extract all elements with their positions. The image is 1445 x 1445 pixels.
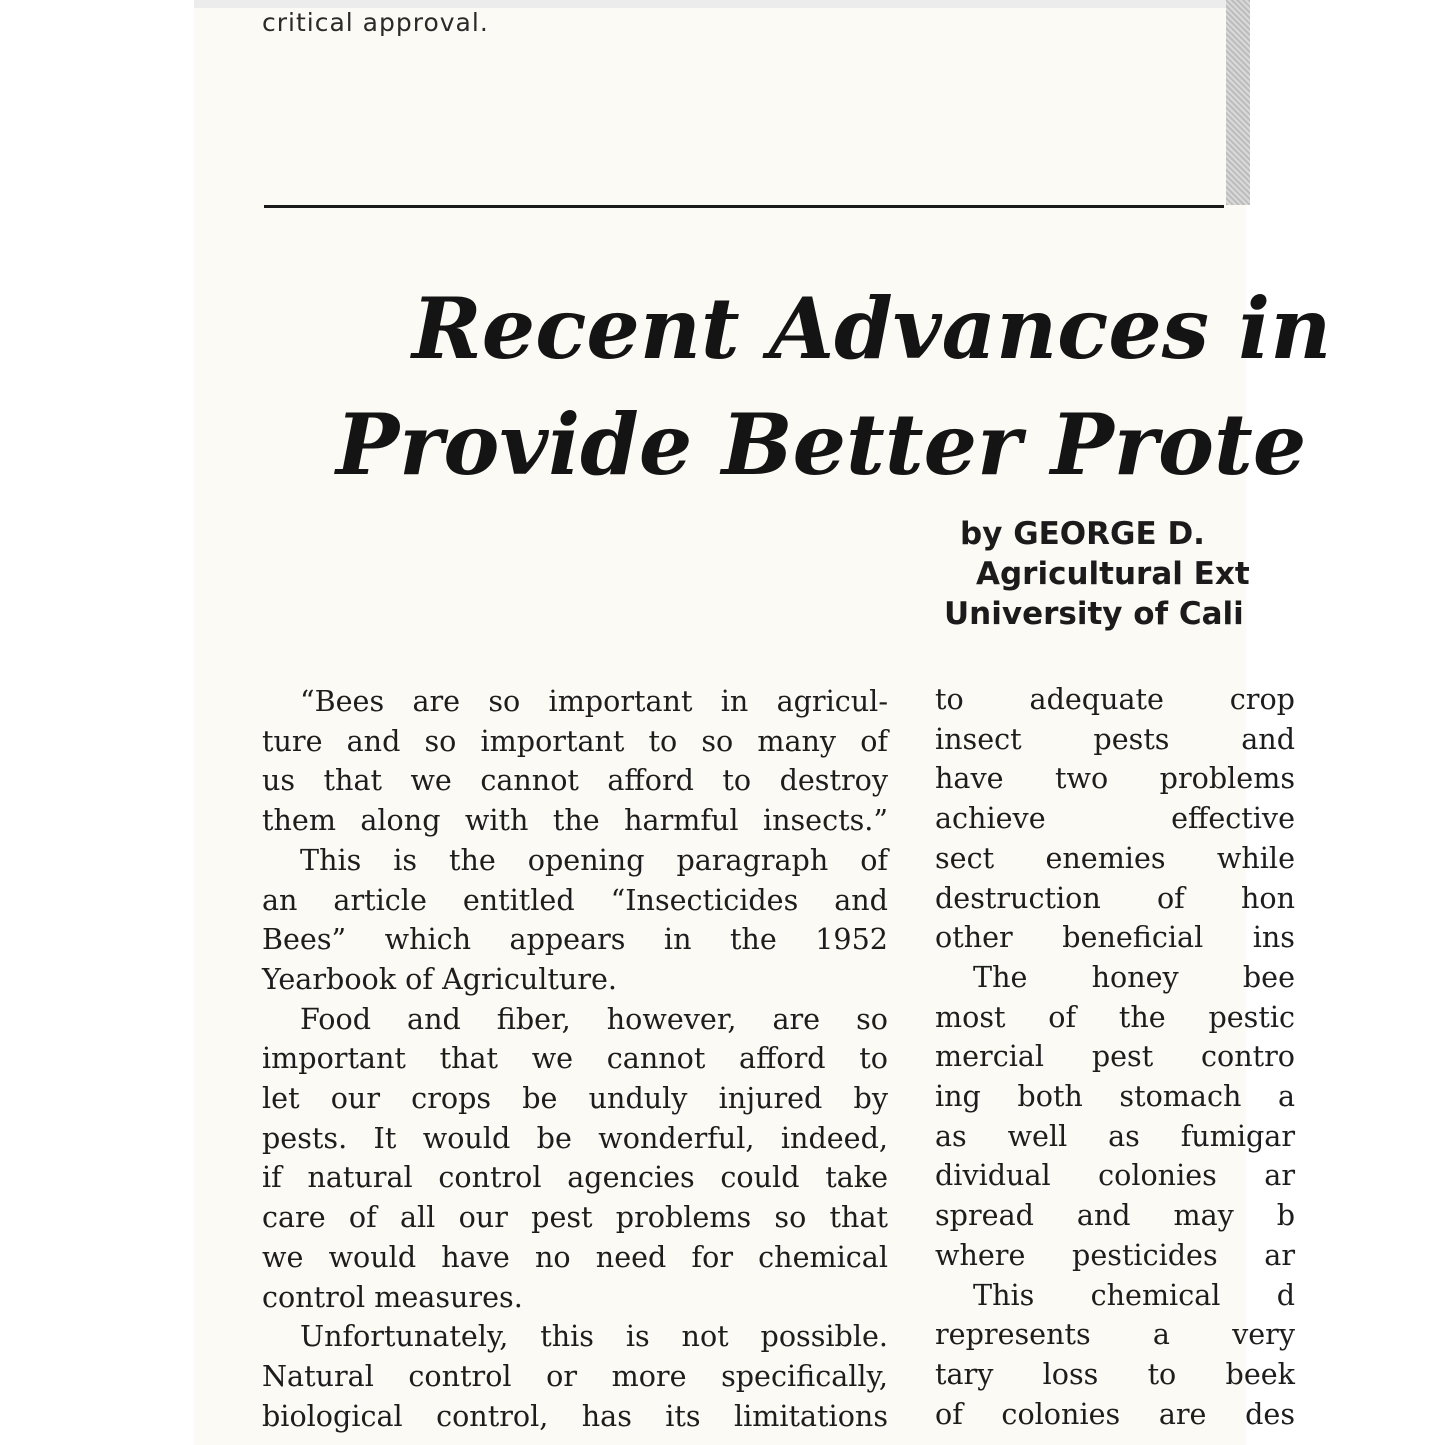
article-clipping — [194, 0, 1332, 1445]
headline-line-2: Provide Better Prote — [336, 395, 1307, 494]
body-line: “Bees are so important in agricul- — [300, 684, 888, 718]
body-line: them along with the harmful insects.” — [262, 803, 888, 838]
body-line: Yearbook of Agriculture. — [262, 961, 617, 996]
body-line: us that we cannot afford to destroy — [262, 763, 888, 798]
body-line: let our crops be unduly injured by — [262, 1081, 888, 1116]
left-text-column — [262, 682, 888, 1436]
body-line: an article entitled “Insecticides and — [262, 882, 888, 917]
body-line: Natural control or more specifically, — [262, 1358, 888, 1393]
body-line: where pesticides ar — [935, 1237, 1295, 1272]
byline-institution: University of Cali — [944, 596, 1244, 632]
body-line: have two problems — [935, 761, 1295, 796]
body-line: Unfortunately, this is not possible. — [300, 1319, 888, 1354]
right-text-column — [935, 680, 1295, 1434]
body-line: most of the pestic — [935, 999, 1295, 1034]
body-line: to adequate crop — [935, 682, 1295, 716]
body-line: if natural control agencies could take — [262, 1160, 888, 1195]
body-line: spread and may b — [935, 1198, 1295, 1233]
previous-article-caption: critical approval. — [262, 8, 489, 37]
body-line: Food and fiber, however, are so — [300, 1001, 888, 1036]
adjacent-page-edge — [1226, 0, 1250, 205]
body-line: ing both stomach a — [935, 1079, 1295, 1114]
body-line: other beneficial ins — [935, 920, 1295, 955]
body-line: achieve effective — [935, 801, 1295, 836]
body-line: dividual colonies ar — [935, 1158, 1295, 1193]
body-line: represents a very — [935, 1317, 1295, 1352]
body-line: This is the opening paragraph of — [300, 842, 888, 877]
section-divider-rule — [264, 205, 1224, 208]
headline-line-1: Recent Advances in — [412, 279, 1332, 378]
byline-affiliation: Agricultural Ext — [976, 556, 1250, 592]
body-line: The honey bee — [973, 959, 1295, 994]
body-line: destruction of hon — [935, 880, 1295, 915]
body-line: care of all our pest problems so that — [262, 1200, 888, 1235]
body-line: ture and so important to so many of — [262, 723, 888, 758]
body-line: biological control, has its limitations — [262, 1398, 888, 1433]
body-line: sect enemies while — [935, 840, 1295, 875]
body-line: of colonies are des — [935, 1396, 1295, 1431]
body-line: Bees” which appears in the 1952 — [262, 922, 888, 957]
byline-author: by GEORGE D. — [960, 516, 1205, 552]
body-line: tary loss to beek — [935, 1356, 1295, 1391]
body-line: as well as fumigar — [935, 1118, 1295, 1153]
body-line: control measures. — [262, 1279, 523, 1314]
body-line: This chemical d — [973, 1277, 1295, 1312]
top-edge-strip — [194, 0, 1250, 8]
body-line: we would have no need for chemical — [262, 1239, 888, 1274]
body-line: insect pests and — [935, 721, 1295, 756]
body-line: pests. It would be wonderful, indeed, — [262, 1120, 888, 1155]
body-line: important that we cannot afford to — [262, 1041, 888, 1076]
body-line: mercial pest contro — [935, 1039, 1295, 1074]
